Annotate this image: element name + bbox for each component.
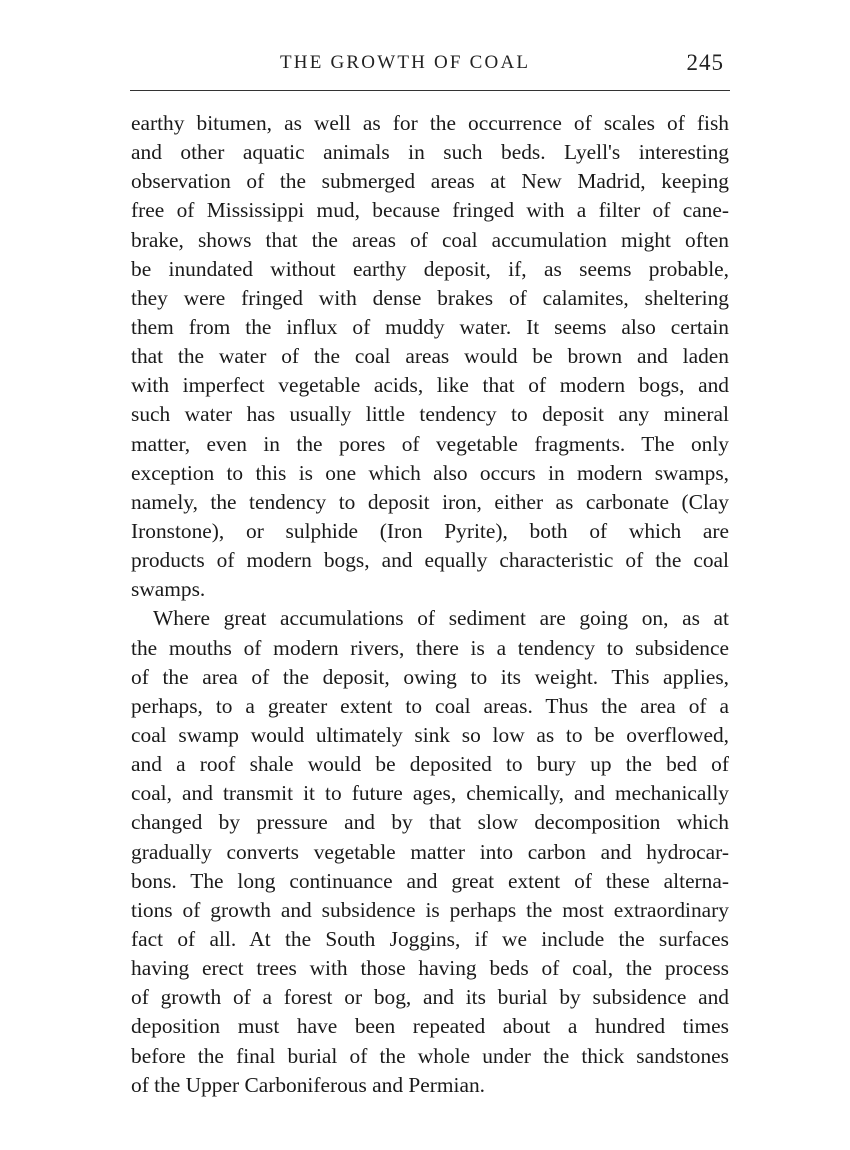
text-line: Where great accumulations of sediment are going on, as at — [153, 606, 729, 631]
text-line: gradually converts vegetable matter into carbon and hydrocar- — [131, 839, 729, 864]
body-text — [131, 109, 729, 1100]
text-line: coal swamp would ultimately sink so low as to be overflowed, — [131, 722, 729, 747]
text-line: having erect trees with those having beds of coal, the process — [131, 956, 729, 981]
text-line: of the Upper Carboniferous and Permian. — [131, 1072, 486, 1097]
text-line: products of modern bogs, and equally characteristic of the coal — [131, 548, 729, 573]
text-line: coal, and transmit it to future ages, chemically, and mechanically — [131, 781, 729, 806]
text-line: and a roof shale would be deposited to bury up the bed of — [131, 752, 729, 777]
text-line: observation of the submerged areas at New Madrid, keeping — [131, 169, 729, 194]
text-line: such water has usually little tendency to deposit any mineral — [131, 402, 729, 427]
text-line: perhaps, to a greater extent to coal areas. Thus the area of a — [131, 693, 729, 718]
text-line: of the area of the deposit, owing to its weight. This applies, — [131, 664, 729, 689]
text-line: they were fringed with dense brakes of calamites, sheltering — [131, 285, 729, 310]
text-line: namely, the tendency to deposit iron, either as carbonate (Clay — [131, 489, 729, 514]
text-line: changed by pressure and by that slow decomposition which — [131, 810, 729, 835]
text-line: with imperfect vegetable acids, like that of modern bogs, and — [131, 373, 729, 398]
text-line: bons. The long continuance and great extent of these alterna- — [131, 868, 729, 893]
text-line: swamps. — [131, 577, 206, 602]
running-title: THE GROWTH OF COAL — [280, 52, 531, 73]
text-line: free of Mississippi mud, because fringed with a filter of cane- — [131, 198, 729, 223]
text-line: brake, shows that the areas of coal accumulation might often — [131, 227, 729, 252]
text-line: matter, even in the pores of vegetable fragments. The only — [131, 431, 729, 456]
paragraph-1 — [131, 109, 729, 604]
text-line: of growth of a forest or bog, and its burial by subsidence and — [131, 985, 729, 1010]
text-line: be inundated without earthy deposit, if, as seems probable, — [131, 256, 729, 281]
text-line: exception to this is one which also occurs in modern swamps, — [131, 460, 729, 485]
text-line: and other aquatic animals in such beds. Lyell's interesting — [131, 140, 729, 165]
header-rule — [130, 90, 730, 91]
text-line: before the final burial of the whole under the thick sandstones — [131, 1043, 729, 1068]
running-head — [130, 48, 730, 84]
text-line: Ironstone), or sulphide (Iron Pyrite), both of which are — [131, 518, 729, 543]
text-line: tions of growth and subsidence is perhaps the most extraordinary — [131, 897, 729, 922]
text-line: that the water of the coal areas would be brown and laden — [131, 344, 729, 369]
text-line: earthy bitumen, as well as for the occurrence of scales of fish — [131, 111, 729, 135]
text-line: fact of all. At the South Joggins, if we include the surfaces — [131, 926, 729, 951]
text-line: the mouths of modern rivers, there is a tendency to subsidence — [131, 635, 729, 660]
page-number: 245 — [686, 50, 724, 75]
text-line: them from the influx of muddy water. It seems also certain — [131, 314, 729, 339]
paragraph-2 — [131, 604, 729, 1099]
text-line: deposition must have been repeated about a hundred times — [131, 1014, 729, 1039]
